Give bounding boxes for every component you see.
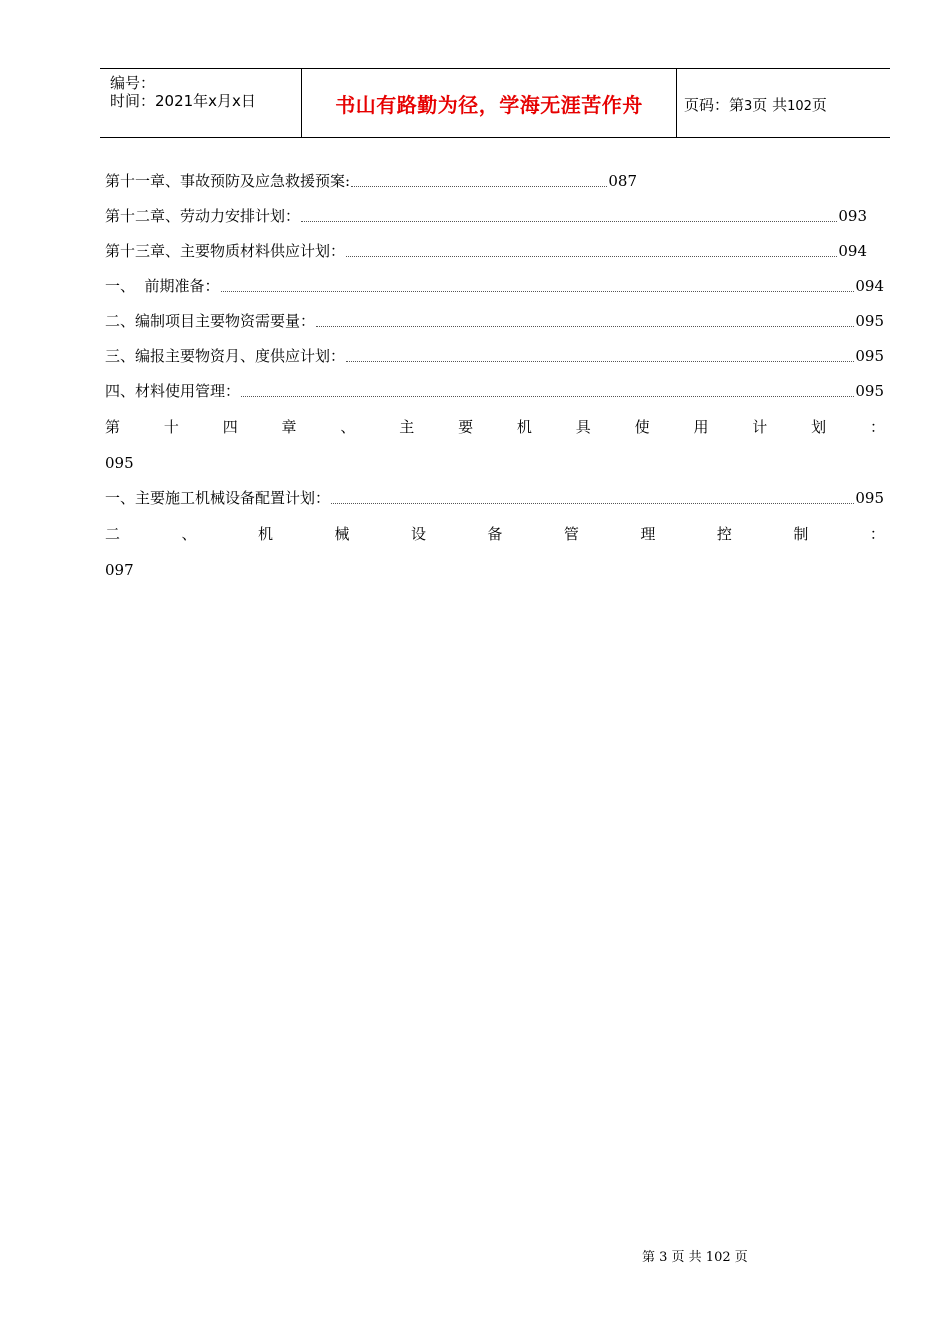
toc-leader bbox=[351, 186, 607, 187]
time-label: 时间：2021年x月x日 bbox=[110, 92, 256, 110]
page-mid: 页 共 bbox=[752, 96, 788, 114]
toc-char: 理 bbox=[640, 525, 656, 543]
toc-entry-title: 第十二章、劳动力安排计划： bbox=[105, 207, 301, 225]
toc-char: 制 bbox=[793, 525, 809, 543]
toc-char: 、 bbox=[181, 525, 197, 543]
toc-entry-page: 094 bbox=[855, 277, 884, 295]
toc-leader bbox=[331, 503, 854, 504]
motto-text: 书山有路勤为径，学海无涯苦作舟 bbox=[335, 93, 643, 117]
page-total: 102 bbox=[787, 99, 812, 114]
toc-entry[interactable] bbox=[105, 170, 637, 192]
toc-char: 划 bbox=[811, 418, 827, 436]
toc-entry-title: 第十一章、事故预防及应急救援预案: bbox=[105, 172, 351, 190]
toc-char: 设 bbox=[410, 525, 426, 543]
toc-entry-page: 093 bbox=[838, 207, 867, 225]
toc-char: 第 bbox=[105, 418, 121, 436]
toc-entry-page: 095 bbox=[105, 454, 134, 472]
toc-entry[interactable] bbox=[105, 380, 884, 402]
toc-char: 管 bbox=[563, 525, 579, 543]
header-meta-cell bbox=[100, 69, 301, 137]
toc-entry[interactable] bbox=[105, 275, 884, 297]
toc-char: 备 bbox=[487, 525, 503, 543]
toc-leader bbox=[346, 256, 837, 257]
toc-char: 四 bbox=[222, 418, 238, 436]
page-footer: 第 3 页 共 102 页 bbox=[642, 1250, 748, 1265]
header-page-info bbox=[684, 94, 827, 115]
toc-entry-page: 095 bbox=[855, 489, 884, 507]
toc-char: ： bbox=[869, 525, 885, 543]
toc-entry-section2[interactable] bbox=[105, 523, 885, 545]
toc-leader bbox=[346, 361, 854, 362]
toc-entry-title: 第十三章、主要物质材料供应计划： bbox=[105, 242, 346, 260]
toc-entry-page: 095 bbox=[855, 382, 884, 400]
toc-entry[interactable] bbox=[105, 310, 884, 332]
toc-entry-chapter14[interactable] bbox=[105, 416, 885, 438]
toc-char: 主 bbox=[399, 418, 415, 436]
toc-char: 机 bbox=[257, 525, 273, 543]
page-header bbox=[100, 68, 890, 138]
toc-entry-title: 一、 前期准备： bbox=[105, 277, 220, 295]
toc-char: 控 bbox=[716, 525, 732, 543]
toc-entry[interactable] bbox=[105, 345, 884, 367]
toc-leader bbox=[221, 291, 855, 292]
toc-char: 要 bbox=[458, 418, 474, 436]
toc-entry-page: 095 bbox=[855, 347, 884, 365]
toc-leader bbox=[316, 326, 854, 327]
toc-char: 用 bbox=[693, 418, 709, 436]
toc-entry[interactable] bbox=[105, 205, 867, 227]
header-motto-cell bbox=[301, 69, 677, 137]
page-suffix: 页 bbox=[811, 96, 827, 114]
toc-char: 二 bbox=[105, 525, 121, 543]
toc-char: 机 bbox=[516, 418, 532, 436]
toc-char: 十 bbox=[163, 418, 179, 436]
toc-entry[interactable] bbox=[105, 487, 884, 509]
toc-entry-title: 三、编报主要物资月、度供应计划： bbox=[105, 347, 346, 365]
toc-entry-title: 一、主要施工机械设备配置计划： bbox=[105, 489, 331, 507]
toc-leader bbox=[301, 221, 837, 222]
toc-entry-page: 097 bbox=[105, 561, 134, 579]
toc-entry[interactable] bbox=[105, 240, 867, 262]
toc-entry-title: 二、编制项目主要物资需要量： bbox=[105, 312, 316, 330]
number-label: 编号： bbox=[110, 74, 156, 92]
toc-char: 具 bbox=[575, 418, 591, 436]
toc-entry-page: 095 bbox=[855, 312, 884, 330]
toc-char: 计 bbox=[752, 418, 768, 436]
toc-char: ： bbox=[869, 418, 885, 436]
toc-char: 使 bbox=[634, 418, 650, 436]
toc-entry-page: 094 bbox=[838, 242, 867, 260]
toc-entry-page: 087 bbox=[608, 172, 637, 190]
page-current: 3 bbox=[744, 99, 753, 114]
toc-char: 章 bbox=[281, 418, 297, 436]
toc-char: 、 bbox=[340, 418, 356, 436]
toc-entry-title: 四、材料使用管理： bbox=[105, 382, 241, 400]
toc-char: 械 bbox=[334, 525, 350, 543]
page-prefix: 页码：第 bbox=[684, 96, 745, 114]
header-page-cell bbox=[676, 69, 890, 137]
toc-leader bbox=[241, 396, 854, 397]
